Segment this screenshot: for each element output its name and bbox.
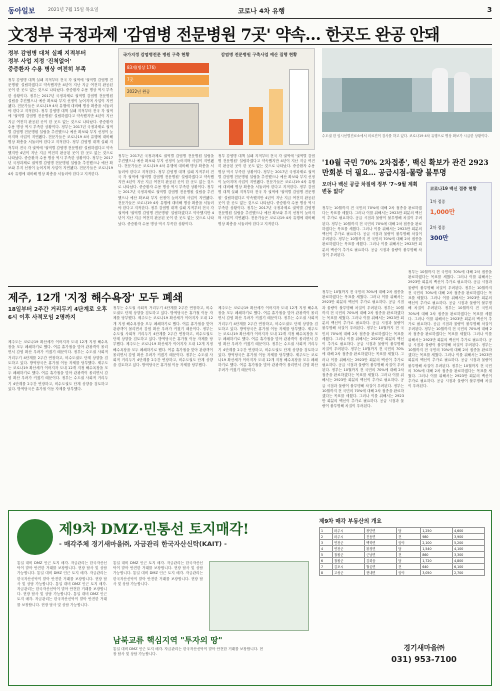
ad-table-cell: 2 bbox=[320, 534, 333, 540]
article3-rule bbox=[8, 286, 318, 287]
graphic-label-c: 2022년 완공 bbox=[125, 87, 209, 97]
ad-body-1: 통일 대비 DMZ 인근 토지 매각. 자금관리는 한국자산신탁이 맡아 안전한 거래를 보장합니다. 현장 답사 및 상담 가능합니다. 통일 대비 DMZ 인근 토지 매각. 자금관리는 한국자산신탁이 맡아 안전한 거래를 보장합니다. 현장 답사 및 상담 가능합니다. 통일 대비 DMZ 인근 토지 매각. 자금관리는 한국자산신탁이 맡아 안전한 거래를 보장합니다. 현장 답사 및 상담 가능합니다. 통일 대비 DMZ 인근 토지 매각. 자금관리는 한국자산신탁이 맡아 안전한 거래를 보장합니다. 현장 답사 및 상담 가능합니다. bbox=[17, 561, 107, 607]
budget-bar-1 bbox=[229, 119, 243, 145]
subhead-3: 중증환자 수용 병상 여전히 부족 bbox=[8, 67, 87, 73]
ad-table-cell: 전 bbox=[397, 564, 421, 570]
ad-table-cell: 답 bbox=[397, 528, 421, 534]
ad-table-cell: 4 bbox=[320, 546, 333, 552]
ad-table-cell: 백학면 bbox=[365, 540, 397, 546]
ad-contact-name: 경기새마을㈜ bbox=[403, 644, 445, 652]
article1-body-right: 정부 감염병 대책 실패 지적부터 전국 각 권역에 '권역별 감염병 전문병원' 설립하겠다고 약속했지만 4년이 지난 지금 여전히 완공된 곳이 한 곳도 없는 것으로 나타났다. 중증환자 수용 병상 역시 부족한 상황이다. 정부는 2017년 국정과제로 권역별 감염병 전문병원 설립을 추진했으나 예산 확보와 부지 선정이 늦어지며 사업이 지연됐다. 전문가들은 코로나19 4차 유행에 대비해 병상 확충을 서둘러야 한다고 지적한다. 정부 감염병 대책 실패 지적부터 전국 각 권역에 '권역별 감염병 전문병원' 설립하겠다고 약속했지만 4년이 지난 지금 여전히 완공된 곳이 한 곳도 없는 것으로 나타났다. 중증환자 수용 병상 역시 부족한 상황이다. 정부는 2017년 국정과제로 권역별 감염병 전문병원 설립을 추진했으나 예산 확보와 부지 선정이 늦어지며 사업이 지연됐다. 전문가들은 코로나19 4차 유행에 대비해 병상 확충을 서둘러야 한다고 지적한다. bbox=[218, 154, 315, 226]
ad-table-cell: 연천군 bbox=[333, 546, 365, 552]
graphic-label-a: 83개(병상 176) bbox=[125, 63, 209, 73]
headline-rule bbox=[8, 44, 492, 45]
vaccine-headline: '10월 국민 70% 2차접종', 백신 확보가 관건 2923만회분 더 필요… 공급시점-물량 불투명 bbox=[322, 158, 489, 177]
main-headline: 文정부 국정과제 '감염병 전문병원 7곳' 약속… 한곳도 완공 안돼 bbox=[8, 25, 440, 44]
ad-table-cell: 답 bbox=[397, 558, 421, 564]
ad-subtitle: - 매각주체 경기새마을㈜, 자금관리 한국자산신탁(KAIT) - bbox=[59, 540, 227, 548]
ad-table-cell: 1,540 bbox=[421, 546, 453, 552]
ad-table-cell: 전 bbox=[397, 552, 421, 558]
vaccine-subhead: 모더나 백신 공급 차질에 정부 '7~9월 계획 변동 없다' bbox=[322, 182, 418, 195]
ad-table-cell: 연천군 bbox=[333, 540, 365, 546]
ad-table-cell: 980 bbox=[421, 534, 453, 540]
jeju-body-2: 정부는 수도권 사회적 거리두기 4단계를 2주간 연장하고, 비수도권도 단계 상향을 검토하고 있다. 방역당국은 휴가철 이동 자제를 당부했다. 제주도는 코로나19 확산세가 이어지자 도내 12개 지정 해수욕장을 모두 폐쇄하기로 했다. 여름 휴가철을 맞아 관광객이 몰리면서 감염 확산 우려가 커졌기 때문이다. 정부는 수도권 사회적 거리두기 4단계를 2주간 연장하고, 비수도권도 단계 상향을 검토하고 있다. 방역당국은 휴가철 이동 자제를 당부했다. 제주도는 코로나19 확산세가 이어지자 도내 12개 지정 해수욕장을 모두 폐쇄하기로 했다. 여름 휴가철을 맞아 관광객이 몰리면서 감염 확산 우려가 커졌기 때문이다. 정부는 수도권 사회적 거리두기 4단계를 2주간 연장하고, 비수도권도 단계 상향을 검토하고 있다. 방역당국은 휴가철 이동 자제를 당부했다. bbox=[113, 306, 213, 368]
issue-date: 2021년 7월 15일 목요일 bbox=[48, 8, 99, 13]
budget-legend bbox=[289, 69, 309, 145]
ad-title: 제9차 DMZ·민통선 토지매각! bbox=[59, 522, 250, 538]
ad-table-cell: 임야 bbox=[397, 570, 421, 576]
ad-table-cell: 6 bbox=[320, 558, 333, 564]
ad-table-cell: 고성군 bbox=[333, 570, 365, 576]
vax-label-2: 2차 접종 bbox=[430, 225, 446, 230]
jeju-body-3: 제주도는 코로나19 확산세가 이어지자 도내 12개 지정 해수욕장을 모두 폐쇄하기로 했다. 여름 휴가철을 맞아 관광객이 몰리면서 감염 확산 우려가 커졌기 때문이다. 정부는 수도권 사회적 거리두기 4단계를 2주간 연장하고, 비수도권도 단계 상향을 검토하고 있다. 방역당국은 휴가철 이동 자제를 당부했다. 제주도는 코로나19 확산세가 이어지자 도내 12개 지정 해수욕장을 모두 폐쇄하기로 했다. 여름 휴가철을 맞아 관광객이 몰리면서 감염 확산 우려가 커졌기 때문이다. 정부는 수도권 사회적 거리두기 4단계를 2주간 연장하고, 비수도권도 단계 상향을 검토하고 있다. 방역당국은 휴가철 이동 자제를 당부했다. 제주도는 코로나19 확산세가 이어지자 도내 12개 지정 해수욕장을 모두 폐쇄하기로 했다. 여름 휴가철을 맞아 관광객이 몰리면서 감염 확산 우려가 커졌기 때문이다. bbox=[218, 306, 318, 373]
subhead-1: 정부 감염병 대처 실패 지적부터 bbox=[8, 51, 87, 57]
ad-table-cell: 3,900 bbox=[453, 534, 485, 540]
ad-table-cell: 왕징면 bbox=[365, 546, 397, 552]
ad-body-2: 통일 대비 DMZ 인근 토지 매각. 자금관리는 한국자산신탁이 맡아 안전한 거래를 보장합니다. 현장 답사 및 상담 가능합니다. 통일 대비 DMZ 인근 토지 매각. 자금관리는 한국자산신탁이 맡아 안전한 거래를 보장합니다. 현장 답사 및 상담 가능합니다. bbox=[113, 561, 203, 586]
masthead-rule bbox=[8, 18, 492, 19]
ad-table-cell: 4,100 bbox=[453, 546, 485, 552]
vaccine-body-1: 정부는 10월까지 전 국민의 70%에 대해 2차 접종을 완료하겠다는 목표를 세웠다. 그러나 이를 위해서는 2923만 회분의 백신이 추가로 필요하다. 공급 시점과 물량이 불투명해 차질이 우려된다. 정부는 10월까지 전 국민의 70%에 대해 2차 접종을 완료하겠다는 목표를 세웠다. 그러나 이를 위해서는 2923만 회분의 백신이 추가로 필요하다. 공급 시점과 물량이 불투명해 차질이 우려된다. 정부는 10월까지 전 국민의 70%에 대해 2차 접종을 완료하겠다는 목표를 세웠다. 그러나 이를 위해서는 2923만 회분의 백신이 추가로 필요하다. 공급 시점과 물량이 불투명해 차질이 우려된다. bbox=[322, 206, 422, 257]
section-title: 코로나 4차 유행 bbox=[238, 7, 285, 15]
ad-table-cell: 1,250 bbox=[421, 528, 453, 534]
ad-table-cell: 860 bbox=[421, 552, 453, 558]
ad-table-title: 제9차 매각 부동산의 개요 bbox=[319, 519, 382, 525]
testing-site-photo bbox=[322, 48, 492, 132]
ad-table-cell: 파주시 bbox=[333, 534, 365, 540]
article1-body-mid: 정부는 2017년 국정과제로 권역별 감염병 전문병원 설립을 추진했으나 예산 확보와 부지 선정이 늦어지며 사업이 지연됐다. 전문가들은 코로나19 4차 유행에 대비해 병상 확충을 서둘러야 한다고 지적한다. 정부 감염병 대책 실패 지적부터 전국 각 권역에 '권역별 감염병 전문병원' 설립하겠다고 약속했지만 4년이 지난 지금 여전히 완공된 곳이 한 곳도 없는 것으로 나타났다. 중증환자 수용 병상 역시 부족한 상황이다. 정부는 2017년 국정과제로 권역별 감염병 전문병원 설립을 추진했으나 예산 확보와 부지 선정이 늦어지며 사업이 지연됐다. 전문가들은 코로나19 4차 유행에 대비해 병상 확충을 서둘러야 한다고 지적한다. 정부 감염병 대책 실패 지적부터 전국 각 권역에 '권역별 감염병 전문병원' 설립하겠다고 약속했지만 4년이 지난 지금 여전히 완공된 곳이 한 곳도 없는 것으로 나타났다. 중증환자 수용 병상 역시 부족한 상황이다. bbox=[118, 154, 214, 226]
ad-table-cell: 2,100 bbox=[421, 540, 453, 546]
ad-table-cell: 김포시 bbox=[333, 564, 365, 570]
ad-table-cell: 1 bbox=[320, 528, 333, 534]
ad-table-cell: 2,700 bbox=[453, 570, 485, 576]
jeju-subhead: 18일부터 2주간 거리두기 4단계로 오후 6시 이후 사적모임 2명까지 bbox=[8, 307, 108, 321]
vaccine-body-3: 정부는 10월까지 전 국민의 70%에 대해 2차 접종을 완료하겠다는 목표를 세웠다. 그러나 이를 위해서는 2923만 회분의 백신이 추가로 필요하다. 공급 시점과 물량이 불투명해 차질이 우려된다. 정부는 10월까지 전 국민의 70%에 대해 2차 접종을 완료하겠다는 목표를 세웠다. 그러나 이를 위해서는 2923만 회분의 백신이 추가로 필요하다. 공급 시점과 물량이 불투명해 차질이 우려된다. 정부는 10월까지 전 국민의 70%에 대해 2차 접종을 완료하겠다는 목표를 세웠다. 그러나 이를 위해서는 2923만 회분의 백신이 추가로 필요하다. 공급 시점과 물량이 불투명해 차질이 우려된다. 정부는 10월까지 전 국민의 70%에 대해 2차 접종을 완료하겠다는 목표를 세웠다. 그러나 이를 위해서는 2923만 회분의 백신이 추가로 필요하다. 공급 시점과 물량이 불투명해 차질이 우려된다. 정부는 10월까지 전 국민의 70%에 대해 2차 접종을 완료하겠다는 목표를 세웠다. 그러나 이를 위해서는 2923만 회분의 백신이 추가로 필요하다. 공급 시점과 물량이 불투명해 차질이 우려된다. 정부는 10월까지 전 국민의 70%에 대해 2차 접종을 완료하겠다는 목표를 세웠다. 그러나 이를 위해서는 2923만 회분의 백신이 추가로 필요하다. 공급 시점과 물량이 불투명해 차질이 우려된다. bbox=[408, 270, 492, 389]
hospital-graphic bbox=[118, 48, 315, 150]
ad-body-3: 통일 대비 DMZ 인근 토지 매각. 자금관리는 한국자산신탁이 맡아 안전한 거래를 보장합니다. 현장 답사 및 상담 가능합니다. bbox=[113, 647, 263, 657]
subhead-2: 정부 사업 지정 '진척없어' bbox=[8, 59, 72, 65]
ad-table-cell: 임야 bbox=[397, 540, 421, 546]
ad-table-cell: 현내면 bbox=[365, 570, 397, 576]
page-number: 3 bbox=[487, 6, 492, 14]
graphic-title-2: 감염병 전문병원 구축사업 예산 집행 현황 bbox=[221, 52, 298, 57]
ad-table-cell: 철원군 bbox=[333, 552, 365, 558]
vax-label-1: 1차 접종 bbox=[430, 199, 446, 204]
masthead bbox=[8, 6, 492, 18]
ad-table-cell: 철원군 bbox=[333, 558, 365, 564]
budget-bar-2 bbox=[249, 107, 263, 145]
ad-contact-phone: 031) 953-7100 bbox=[391, 655, 457, 664]
ad-land-table bbox=[319, 527, 485, 576]
ad-table-cell: 근남면 bbox=[365, 552, 397, 558]
ad-table-cell: 4,800 bbox=[453, 558, 485, 564]
ad-logo-icon bbox=[17, 519, 53, 555]
ad-mid-title: 남북교류 핵심지역 "투자의 땅" bbox=[113, 636, 223, 645]
ad-table-cell: 3 bbox=[320, 540, 333, 546]
ad-table-cell: 답 bbox=[397, 546, 421, 552]
ad-table-cell: 5,200 bbox=[453, 540, 485, 546]
subhead-block bbox=[8, 50, 113, 74]
vax-value-2: 300만 bbox=[430, 235, 449, 242]
ad-map bbox=[209, 561, 309, 631]
ad-table-cell: 3,050 bbox=[421, 570, 453, 576]
ad-table-cell: 6,100 bbox=[453, 564, 485, 570]
ad-table-cell: 640 bbox=[421, 564, 453, 570]
ad-table-cell: 김화읍 bbox=[365, 558, 397, 564]
ad-table-cell: 1,720 bbox=[421, 558, 453, 564]
ad-table-cell: 월곶면 bbox=[365, 564, 397, 570]
paper-logo: 동아일보 bbox=[8, 7, 36, 15]
ad-table-cell: 파주시 bbox=[333, 528, 365, 534]
vaccine-body-2: 정부는 10월까지 전 국민의 70%에 대해 2차 접종을 완료하겠다는 목표를 세웠다. 그러나 이를 위해서는 2923만 회분의 백신이 추가로 필요하다. 공급 시점과 물량이 불투명해 차질이 우려된다. 정부는 10월까지 전 국민의 70%에 대해 2차 접종을 완료하겠다는 목표를 세웠다. 그러나 이를 위해서는 2923만 회분의 백신이 추가로 필요하다. 공급 시점과 물량이 불투명해 차질이 우려된다. 정부는 10월까지 전 국민의 70%에 대해 2차 접종을 완료하겠다는 목표를 세웠다. 그러나 이를 위해서는 2923만 회분의 백신이 추가로 필요하다. 공급 시점과 물량이 불투명해 차질이 우려된다. 정부는 10월까지 전 국민의 70%에 대해 2차 접종을 완료하겠다는 목표를 세웠다. 그러나 이를 위해서는 2923만 회분의 백신이 추가로 필요하다. 공급 시점과 물량이 불투명해 차질이 우려된다. 정부는 10월까지 전 국민의 70%에 대해 2차 접종을 완료하겠다는 목표를 세웠다. 그러나 이를 위해서는 2923만 회분의 백신이 추가로 필요하다. 공급 시점과 물량이 불투명해 차질이 우려된다. 정부는 10월까지 전 국민의 70%에 대해 2차 접종을 완료하겠다는 목표를 세웠다. 그러나 이를 위해서는 2923만 회분의 백신이 추가로 필요하다. 공급 시점과 물량이 불투명해 차질이 우려된다. bbox=[322, 290, 404, 409]
ad-table-cell: 4,600 bbox=[453, 528, 485, 534]
ad-table-row bbox=[320, 570, 485, 576]
hospital-illustration bbox=[129, 103, 199, 147]
ad-table-cell: 3,300 bbox=[453, 552, 485, 558]
jeju-body-1: 제주도는 코로나19 확산세가 이어지자 도내 12개 지정 해수욕장을 모두 폐쇄하기로 했다. 여름 휴가철을 맞아 관광객이 몰리면서 감염 확산 우려가 커졌기 때문이다. 정부는 수도권 사회적 거리두기 4단계를 2주간 연장하고, 비수도권도 단계 상향을 검토하고 있다. 방역당국은 휴가철 이동 자제를 당부했다. 제주도는 코로나19 확산세가 이어지자 도내 12개 지정 해수욕장을 모두 폐쇄하기로 했다. 여름 휴가철을 맞아 관광객이 몰리면서 감염 확산 우려가 커졌기 때문이다. 정부는 수도권 사회적 거리두기 4단계를 2주간 연장하고, 비수도권도 단계 상향을 검토하고 있다. 방역당국은 휴가철 이동 자제를 당부했다. bbox=[8, 340, 108, 391]
graphic-label-b: 7곳 bbox=[125, 75, 209, 85]
ad-table-cell: 7 bbox=[320, 564, 333, 570]
graphic-title: 국가지정 감염병전문 병원 구축 현황 bbox=[123, 52, 190, 57]
jeju-headline: 제주, 12개 '지정 해수욕장' 모두 폐쇄 bbox=[8, 292, 183, 304]
ad-table-cell: 8 bbox=[320, 570, 333, 576]
vax-box-title: 코로나19 백신 접종 현황 bbox=[430, 186, 477, 191]
vaccination-status-box bbox=[426, 182, 492, 266]
budget-bar-3 bbox=[269, 89, 283, 145]
ad-table-cell: 장단면 bbox=[365, 528, 397, 534]
land-sale-ad bbox=[8, 510, 492, 686]
ad-table-cell: 전 bbox=[397, 534, 421, 540]
ad-table-cell: 진동면 bbox=[365, 534, 397, 540]
vax-value-1: 1,000만 bbox=[430, 209, 455, 216]
photo-caption: 수도권 한 임시선별진료소에서 의료진이 검사를 하고 있다. 코로나19 4차 유행으로 병상 확보가 시급한 상황이다. bbox=[322, 134, 489, 138]
article1-body-left: 정부 감염병 대책 실패 지적부터 전국 각 권역에 '권역별 감염병 전문병원' 설립하겠다고 약속했지만 4년이 지난 지금 여전히 완공된 곳이 한 곳도 없는 것으로 나타났다. 중증환자 수용 병상 역시 부족한 상황이다. 정부는 2017년 국정과제로 권역별 감염병 전문병원 설립을 추진했으나 예산 확보와 부지 선정이 늦어지며 사업이 지연됐다. 전문가들은 코로나19 4차 유행에 대비해 병상 확충을 서둘러야 한다고 지적한다. 정부 감염병 대책 실패 지적부터 전국 각 권역에 '권역별 감염병 전문병원' 설립하겠다고 약속했지만 4년이 지난 지금 여전히 완공된 곳이 한 곳도 없는 것으로 나타났다. 중증환자 수용 병상 역시 부족한 상황이다. 정부는 2017년 국정과제로 권역별 감염병 전문병원 설립을 추진했으나 예산 확보와 부지 선정이 늦어지며 사업이 지연됐다. 전문가들은 코로나19 4차 유행에 대비해 병상 확충을 서둘러야 한다고 지적한다. 정부 감염병 대책 실패 지적부터 전국 각 권역에 '권역별 감염병 전문병원' 설립하겠다고 약속했지만 4년이 지난 지금 여전히 완공된 곳이 한 곳도 없는 것으로 나타났다. 중증환자 수용 병상 역시 부족한 상황이다. 정부는 2017년 국정과제로 권역별 감염병 전문병원 설립을 추진했으나 예산 확보와 부지 선정이 늦어지며 사업이 지연됐다. 전문가들은 코로나19 4차 유행에 대비해 병상 확충을 서둘러야 한다고 지적한다. bbox=[8, 78, 113, 176]
ad-table-cell: 5 bbox=[320, 552, 333, 558]
